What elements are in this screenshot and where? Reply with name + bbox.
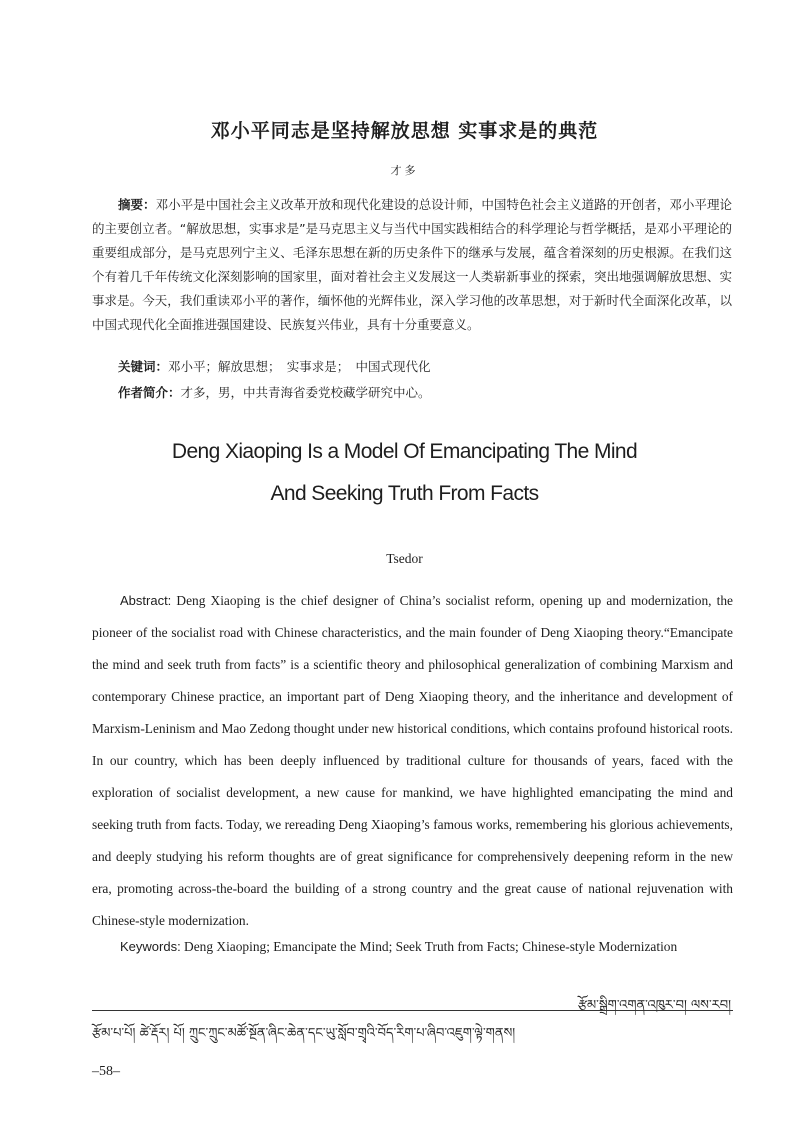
english-abstract-text: Deng Xiaoping is the chief designer of China’s socialist reform, opening up and modernization, the pioneer of the socialist road with Chinese characteristics, and the main founder of Deng Xiaoping theory.“Emancipate the mind and seek truth from facts” is a scientific theory and philosophical generalization of combining Marxism and contemporary Chinese practice, an important part of Deng Xiaoping theory, and the inheritance and development of Marxism-Leninism and Mao Zedong thought under new historical conditions, which contains profound historical roots. In our country, which has been deeply influenced by traditional culture for thousands of years, faced with the exploration of socialist development, a new cause for mankind, we have highlighted emancipating the mind and seeking truth from facts. Today, we rereading Deng Xiaoping’s famous works, remembering his glorious achievements, and deeply studying his reform thoughts are of great significance for comprehensively deepening reform in the new era, promoting across-the-board the building of a strong country and the great cause of national rejuvenation with Chinese-style modernization. [92,593,733,928]
english-title-line-2: And Seeking Truth From Facts [270,482,539,505]
tibetan-author-line: རྩོམ་པ་པོ། ཚེ་རྡོར། པོ། ཀྲུང་ཀྲུང་མཚོ་སྔོན་ཞིང་ཆེན་དང་ཡུ་སློབ་གྲྭའི་བོད་རིག་པ་ཞིབ་འཇུག་ལྟེ་གནས། [92,1026,516,1041]
chinese-keywords-label: 关键词： [118,359,169,374]
chinese-bio-label: 作者简介： [118,385,181,400]
english-abstract-label: Abstract: [120,593,172,608]
chinese-keywords-text: 邓小平；解放思想； 实事求是； 中国式现代化 [168,359,431,374]
english-abstract [92,585,733,937]
english-title-line-1: Deng Xiaoping Is a Model Of Emancipating The Mind [171,440,638,463]
chinese-abstract [92,193,732,337]
english-keywords-label: Keywords: [120,939,181,954]
chinese-keywords [118,357,431,375]
page-number: –58– [92,1064,120,1079]
journal-header-tibetan: རྩོམ་སྒྲིག་འགན་འཁུར་བ། ལས་རབ། [577,998,731,1013]
chinese-author-bio [118,383,431,401]
chinese-abstract-text: 邓小平是中国社会主义改革开放和现代化建设的总设计师，中国特色社会主义道路的开创者，邓小平理论的主要创立者。“解放思想，实事求是”是马克思主义与当代中国实践相结合的科学理论与哲学概括，是邓小平理论的重要组成部分，是马克思列宁主义、毛泽东思想在新的历史条件下的继承与发展，蕴含着深刻的历史根源。在我们这个有着几千年传统文化深刻影响的国家里，面对着社会主义发展这一人类崭新事业的探索，突出地强调解放思想、实事求是。今天，我们重读邓小平的著作，缅怀他的光辉伟业，深入学习他的改革思想，对于新时代全面深化改革，以中国式现代化全面推进强国建设、民族复兴伟业，具有十分重要意义。 [92,197,732,332]
english-keywords-text: Deng Xiaoping; Emancipate the Mind; Seek Truth from Facts; Chinese-style Modernization [180,939,678,954]
footer-divider [92,1010,733,1011]
chinese-bio-text: 才多，男，中共青海省委党校藏学研究中心。 [180,385,431,400]
chinese-author: 才多 [390,164,419,177]
english-author: Tsedor [386,551,423,566]
chinese-title: 邓小平同志是坚持解放思想 实事求是的典范 [210,120,599,142]
english-keywords [120,939,760,955]
chinese-abstract-label: 摘要： [118,197,156,212]
